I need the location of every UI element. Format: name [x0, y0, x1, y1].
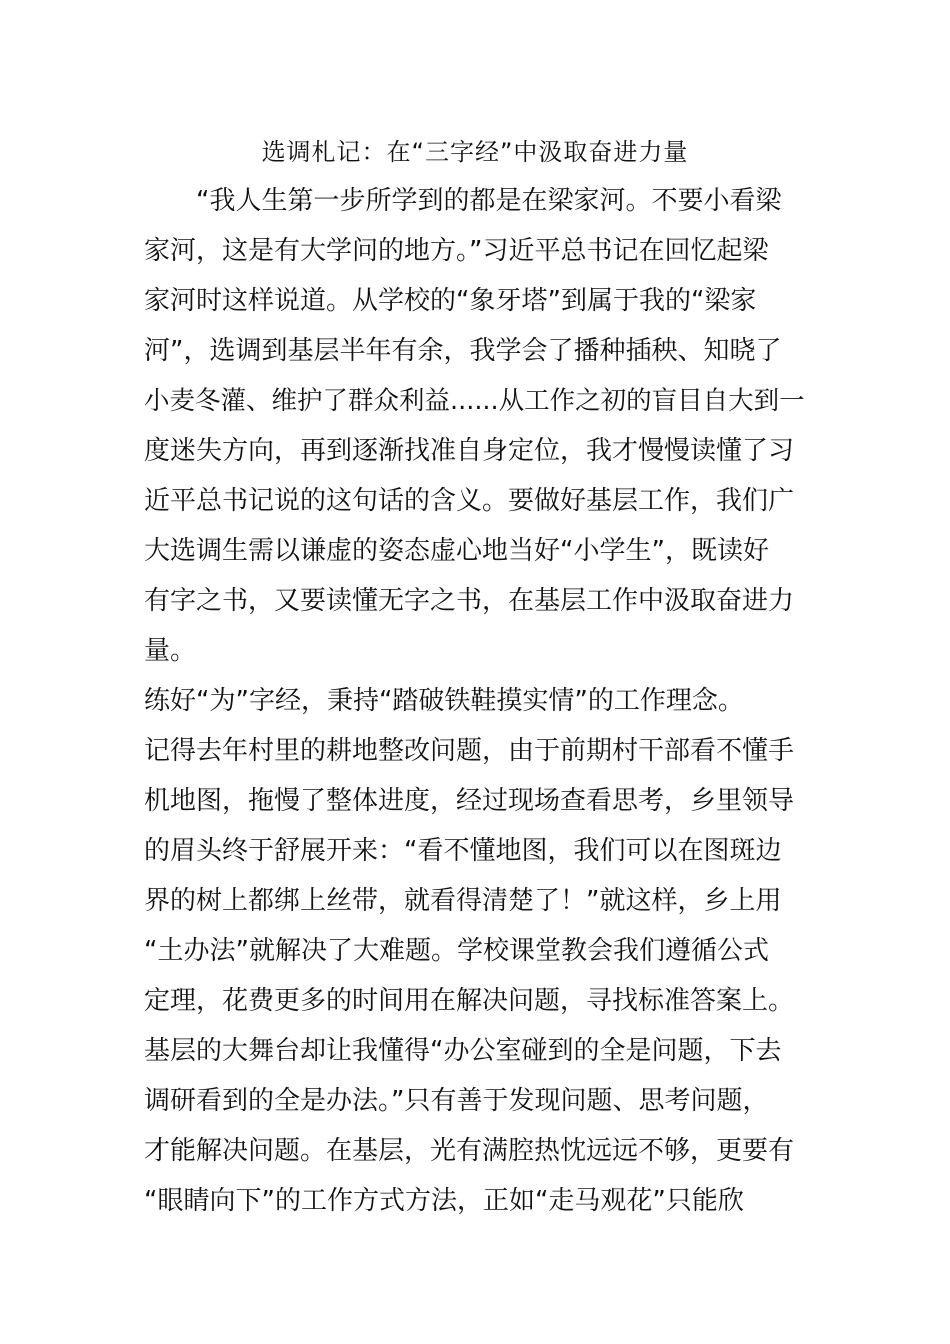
text-line: 的眉头终于舒展开来：“看不懂地图，我们可以在图斑边	[144, 836, 782, 866]
text-line: “土办法”就解决了大难题。学校课堂教会我们遵循公式	[144, 936, 769, 966]
text-line: 定理，花费更多的时间用在解决问题，寻找标准答案上。	[144, 986, 795, 1016]
text-line: 调研看到的全是办法。”只有善于发现问题、思考问题，	[144, 1086, 769, 1116]
text-line: “眼睛向下”的工作方式方法，正如“走马观花”只能欣	[144, 1186, 744, 1216]
document-body	[144, 176, 814, 1226]
text-line: 近平总书记说的这句话的含义。要做好基层工作，我们广	[144, 486, 795, 516]
text-line: 度迷失方向，再到逐渐找准自身定位，我才慢慢读懂了习	[144, 436, 795, 466]
text-line: “我人生第一步所学到的都是在梁家河。不要小看梁	[144, 186, 782, 216]
text-line: 有字之书，又要读懂无字之书，在基层工作中汲取奋进力	[144, 586, 795, 616]
text-line: 记得去年村里的耕地整改问题，由于前期村干部看不懂手	[144, 736, 795, 766]
text-line: 机地图，拖慢了整体进度，经过现场查看思考，乡里领导	[144, 786, 795, 816]
text-line: 河”，选调到基层半年有余，我学会了播种插秧、知晓了	[144, 336, 782, 366]
text-line: 量。	[144, 636, 197, 666]
text-line: 基层的大舞台却让我懂得“办公室碰到的全是问题，下去	[144, 1036, 782, 1066]
text-line: 大选调生需以谦虚的姿态虚心地当好“小学生”，既读好	[144, 536, 769, 566]
text-line: 界的树上都绑上丝带，就看得清楚了！”就这样，乡上用	[144, 886, 782, 916]
text-line: 练好“为”字经，秉持“踏破铁鞋摸实情”的工作理念。	[144, 686, 744, 716]
text-line: 家河，这是有大学问的地方。”习近平总书记在回忆起梁	[144, 236, 769, 266]
text-line: 小麦冬灌、维护了群众利益......从工作之初的盲目自大到一	[144, 386, 805, 416]
text-line: 才能解决问题。在基层，光有满腔热忱远远不够，更要有	[144, 1136, 795, 1166]
text-line: 家河时这样说道。从学校的“象牙塔”到属于我的“梁家	[144, 286, 757, 316]
document-title: 选调札记：在“三字经”中汲取奋进力量	[261, 138, 689, 166]
